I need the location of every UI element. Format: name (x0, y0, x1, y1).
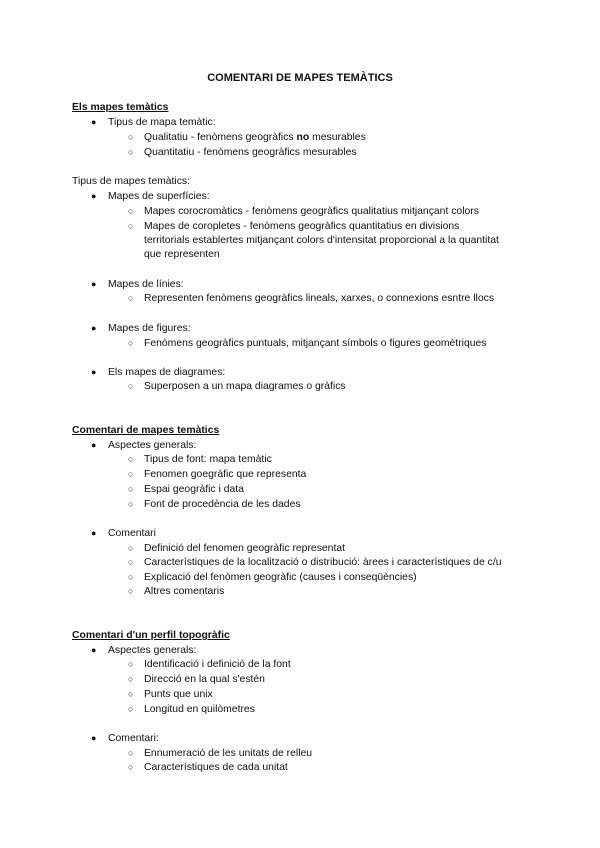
hollow-bullet-icon: ○ (128, 659, 134, 669)
bullet-icon: ● (91, 528, 97, 538)
list-item: Mapes de superfícies: (108, 191, 210, 202)
heading-comentari-mapes-tematics: Comentari de mapes temàtics (72, 425, 220, 436)
list-item: Font de procedència de les dades (144, 499, 301, 510)
bullet-icon: ● (91, 440, 97, 450)
list-item: Fenòmens geogràfics puntuals, mitjançant símbols o figures geomètriques (144, 338, 487, 349)
hollow-bullet-icon: ○ (128, 469, 134, 479)
list-item: Aspectes generals: (108, 440, 197, 451)
list-item: Característiques de cada unitat (144, 762, 288, 773)
list-item: Mapes corocromàtics - fenòmens geogràfics qualitatius mitjançant colors (144, 206, 479, 217)
hollow-bullet-icon: ○ (128, 748, 134, 758)
list-item: Superposen a un mapa diagrames o gràfics (144, 381, 346, 392)
bullet-icon: ● (91, 117, 97, 127)
hollow-bullet-icon: ○ (128, 543, 134, 553)
hollow-bullet-icon: ○ (128, 132, 134, 142)
list-item: Mapes de coropletes - fenòmens geogràfics quantitatius en divisions (144, 221, 460, 232)
list-item: Mapes de figures: (108, 323, 191, 334)
hollow-bullet-icon: ○ (128, 454, 134, 464)
list-item-continuation: que representen (144, 249, 220, 260)
list-item: Comentari: (108, 733, 159, 744)
paragraph: Tipus de mapes temàtics: (72, 176, 191, 187)
hollow-bullet-icon: ○ (128, 572, 134, 582)
heading-els-mapes-tematics: Els mapes temàtics (72, 102, 169, 113)
hollow-bullet-icon: ○ (128, 381, 134, 391)
hollow-bullet-icon: ○ (128, 484, 134, 494)
bullet-icon: ● (91, 191, 97, 201)
bullet-icon: ● (91, 645, 97, 655)
list-item: Espai geogràfic i data (144, 484, 244, 495)
list-item-continuation: territorials establertes mitjançant colors d'intensitat proporcional a la quantitat (144, 235, 499, 246)
hollow-bullet-icon: ○ (128, 147, 134, 157)
hollow-bullet-icon: ○ (128, 689, 134, 699)
list-item-text: Qualitatiu - fenòmens geogràfics (144, 132, 297, 143)
list-item: Identificació i definició de la font (144, 659, 291, 670)
bullet-icon: ● (91, 279, 97, 289)
list-item-bold-text: no (296, 132, 310, 143)
list-item: Direcció en la qual s'estén (144, 674, 265, 685)
list-item: Ennumeració de les unitats de relleu (144, 748, 313, 759)
hollow-bullet-icon: ○ (128, 338, 134, 348)
list-item: Mapes de línies: (108, 279, 184, 290)
list-item: Longitud en quilòmetres (144, 704, 255, 715)
list-item: Tipus de mapa temàtic: (108, 117, 216, 128)
hollow-bullet-icon: ○ (128, 293, 134, 303)
heading-comentari-perfil-topografic: Comentari d'un perfil topogràfic (72, 630, 230, 641)
hollow-bullet-icon: ○ (128, 206, 134, 216)
list-item: Comentari (108, 528, 156, 539)
bullet-icon: ● (91, 323, 97, 333)
bullet-icon: ● (91, 733, 97, 743)
hollow-bullet-icon: ○ (128, 586, 134, 596)
document-title: COMENTARI DE MAPES TEMÀTICS (207, 72, 393, 84)
hollow-bullet-icon: ○ (128, 499, 134, 509)
list-item: Quantitatiu - fenòmens geogràfics mesurables (144, 147, 357, 158)
list-item: Característiques de la localització o distribució: àrees i característiques de c/u (144, 557, 502, 568)
list-item: Explicació del fenòmen geogràfic (causes i conseqüències) (144, 572, 417, 583)
bullet-icon: ● (91, 367, 97, 377)
list-item: Altres comentaris (144, 586, 225, 597)
hollow-bullet-icon: ○ (128, 762, 134, 772)
list-item: Tipus de font: mapa temàtic (144, 454, 272, 465)
hollow-bullet-icon: ○ (128, 674, 134, 684)
list-item: Definició del fenomen geogràfic representat (144, 543, 346, 554)
list-item-text: mesurables (309, 132, 366, 143)
list-item: Aspectes generals: (108, 645, 197, 656)
list-item: Representen fenòmens geogràfics lineals, xarxes, o connexions esntre llocs (144, 293, 495, 304)
list-item: Fenomen goegràfic que representa (144, 469, 307, 480)
hollow-bullet-icon: ○ (128, 557, 134, 567)
list-item (144, 130, 366, 145)
list-item: Els mapes de diagrames: (108, 367, 226, 378)
list-item: Punts que unix (144, 689, 213, 700)
hollow-bullet-icon: ○ (128, 221, 134, 231)
hollow-bullet-icon: ○ (128, 704, 134, 714)
